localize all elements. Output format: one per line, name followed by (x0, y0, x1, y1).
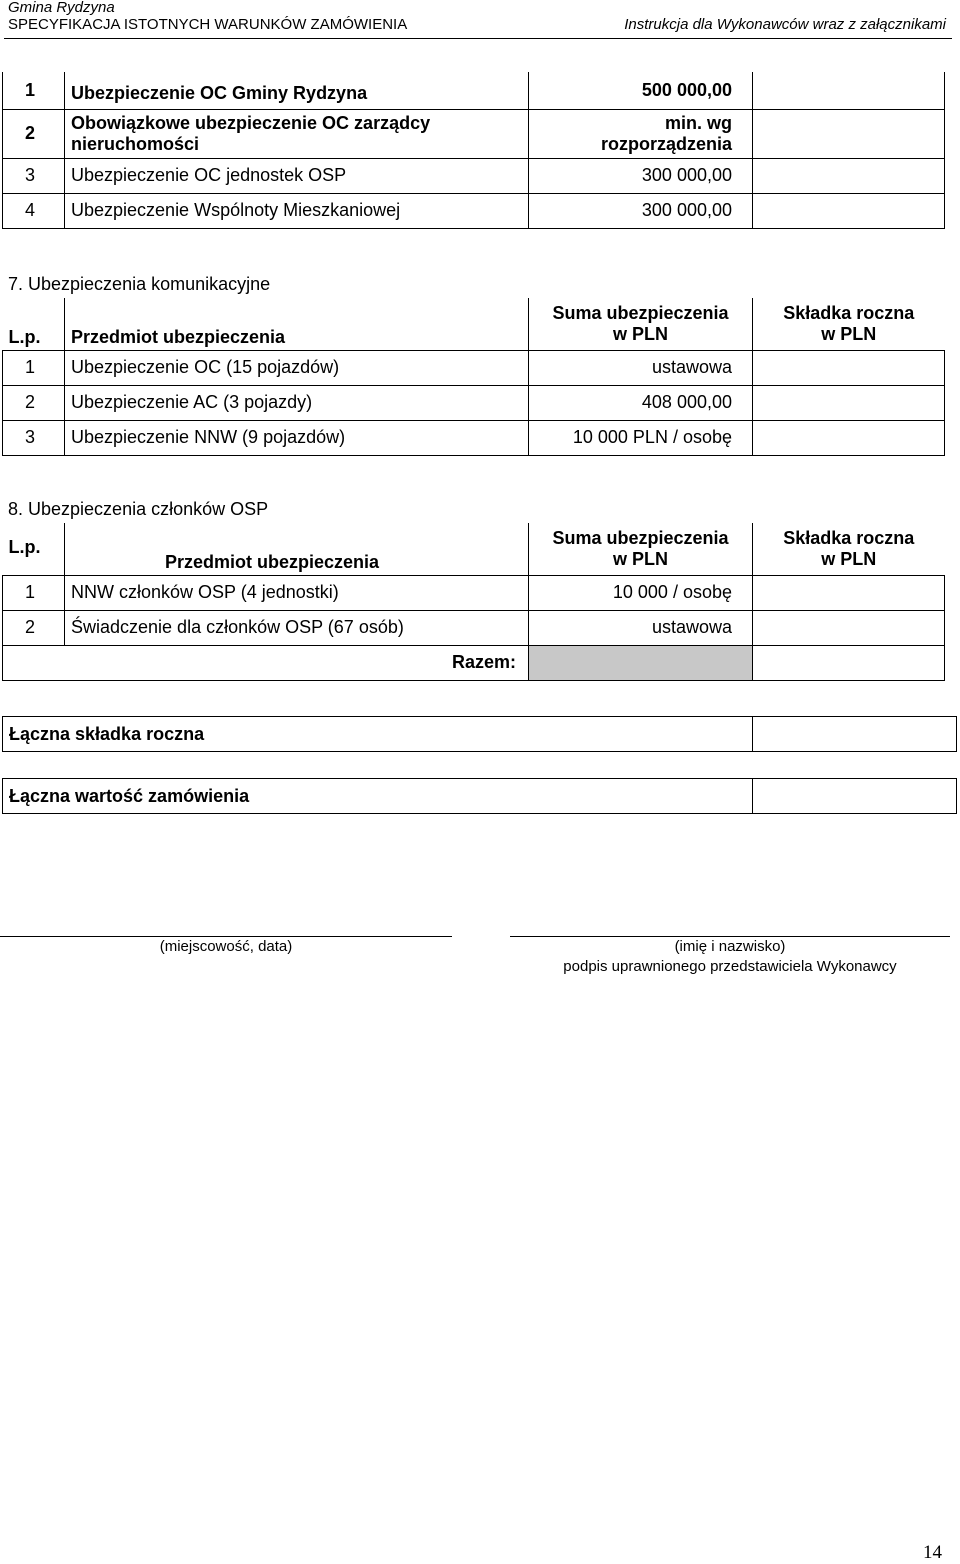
total-value-table (2, 778, 957, 814)
table-header-row (3, 298, 945, 350)
place-date-line (0, 936, 452, 937)
row-premium (753, 109, 945, 158)
row-number: 2 (3, 610, 65, 645)
col-sum-line2: w PLN (612, 323, 668, 344)
row-premium (753, 350, 945, 385)
total-premium-table (2, 716, 957, 752)
row-premium (753, 72, 945, 109)
row-number: 4 (3, 193, 65, 228)
col-premium (753, 298, 945, 350)
row-sum-line1: min. wg (665, 112, 732, 133)
row-subject: Ubezpieczenie NNW (9 pojazdów) (65, 420, 529, 455)
table-oc (2, 72, 945, 229)
row-premium (753, 420, 945, 455)
table-vehicle-insurance (2, 298, 945, 456)
col-lp: L.p. (3, 298, 65, 350)
row-number: 1 (3, 72, 65, 109)
row-subject: NNW członków OSP (4 jednostki) (65, 575, 529, 610)
table-row (3, 610, 945, 645)
table-header-row (3, 523, 945, 575)
row-number: 1 (3, 575, 65, 610)
col-subject: Przedmiot ubezpieczenia (65, 523, 529, 575)
col-subject: Przedmiot ubezpieczenia (65, 298, 529, 350)
col-sum-line1: Suma ubezpieczenia (552, 302, 729, 323)
table-row (3, 158, 945, 193)
col-sum-line1: Suma ubezpieczenia (552, 527, 729, 548)
row-sum: 300 000,00 (529, 193, 753, 228)
table-row (3, 350, 945, 385)
col-premium-line1: Składka roczna (783, 302, 915, 323)
row-number: 3 (3, 158, 65, 193)
table-row (3, 575, 945, 610)
row-premium (753, 385, 945, 420)
col-sum (529, 298, 753, 350)
table-row (3, 109, 945, 158)
table-row (3, 193, 945, 228)
row-subject-line1: Obowiązkowe ubezpieczenie OC zarządcy (71, 112, 431, 133)
row-subject: Świadczenie dla członków OSP (67 osób) (65, 610, 529, 645)
row-subject (65, 109, 529, 158)
col-premium (753, 523, 945, 575)
header-rule (4, 38, 952, 39)
row-sum: 300 000,00 (529, 158, 753, 193)
row-number: 3 (3, 420, 65, 455)
total-premium-label: Łączna składka roczna (3, 717, 753, 752)
total-premium-value (753, 717, 957, 752)
header-org: Gmina Rydzyna (8, 0, 115, 16)
row-subject: Ubezpieczenie OC jednostek OSP (65, 158, 529, 193)
row-sum: 10 000 PLN / osobę (529, 420, 753, 455)
total-sum-cell (529, 645, 753, 680)
row-number: 2 (3, 109, 65, 158)
row-subject: Ubezpieczenie AC (3 pojazdy) (65, 385, 529, 420)
signature-caption: podpis uprawnionego przedstawiciela Wykonawcy (563, 958, 897, 975)
row-sum: ustawowa (529, 610, 753, 645)
row-subject: Ubezpieczenie OC (15 pojazdów) (65, 350, 529, 385)
place-date-label: (miejscowość, data) (159, 938, 293, 955)
col-sum-line2: w PLN (612, 548, 668, 569)
row-sum: ustawowa (529, 350, 753, 385)
header-subtitle: Instrukcja dla Wykonawców wraz z załącznikami (624, 16, 946, 33)
col-premium-line1: Składka roczna (783, 527, 915, 548)
section-title: 8. Ubezpieczenia członków OSP (8, 499, 269, 519)
page-number: 14 (923, 1542, 942, 1563)
col-premium-line2: w PLN (821, 323, 877, 344)
signature-line (510, 936, 950, 937)
row-number: 2 (3, 385, 65, 420)
total-value-label: Łączna wartość zamówienia (3, 779, 753, 814)
row-premium (753, 610, 945, 645)
col-lp: L.p. (3, 523, 65, 575)
header-title: SPECYFIKACJA ISTOTNYCH WARUNKÓW ZAMÓWIENIA (8, 16, 408, 33)
row-sum (529, 109, 753, 158)
row-sum: 500 000,00 (529, 72, 753, 109)
table-row (3, 420, 945, 455)
table-row (3, 72, 945, 109)
total-row (3, 645, 945, 680)
row-subject: Ubezpieczenie OC Gminy Rydzyna (65, 72, 529, 109)
row-number: 1 (3, 350, 65, 385)
row-sum: 10 000 / osobę (529, 575, 753, 610)
row-subject: Ubezpieczenie Wspólnoty Mieszkaniowej (65, 193, 529, 228)
section-title: 7. Ubezpieczenia komunikacyjne (8, 274, 271, 294)
row-subject-line2: nieruchomości (71, 133, 200, 154)
table-osp-insurance (2, 523, 945, 681)
signature-name-label: (imię i nazwisko) (674, 938, 786, 955)
row-premium (753, 193, 945, 228)
col-premium-line2: w PLN (821, 548, 877, 569)
total-premium-cell (753, 645, 945, 680)
total-label: Razem: (3, 645, 529, 680)
row-sum: 408 000,00 (529, 385, 753, 420)
col-sum (529, 523, 753, 575)
row-premium (753, 575, 945, 610)
row-sum-line2: rozporządzenia (600, 133, 732, 154)
table-row (3, 385, 945, 420)
total-value-value (753, 779, 957, 814)
row-premium (753, 158, 945, 193)
